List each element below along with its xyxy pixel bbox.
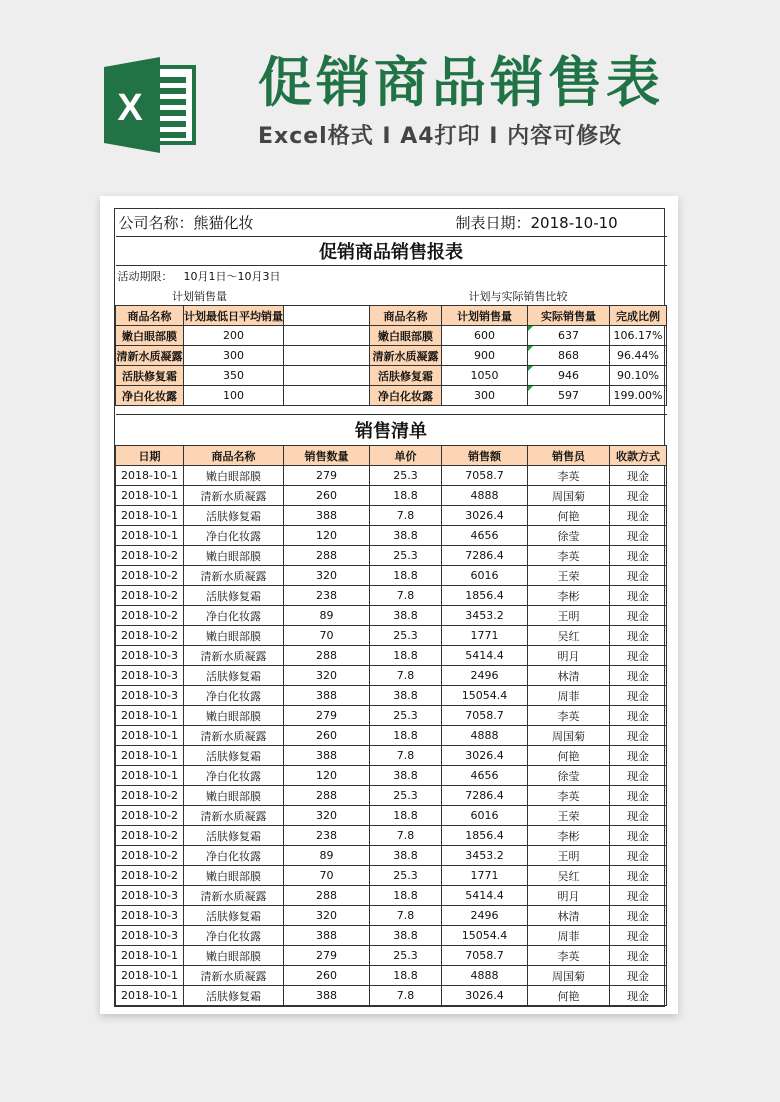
cell-payment[interactable]: 现金 bbox=[610, 886, 667, 906]
cell-unit-price[interactable]: 18.8 bbox=[370, 726, 442, 746]
cell-quantity[interactable]: 288 bbox=[284, 646, 370, 666]
cell-quantity[interactable]: 320 bbox=[284, 906, 370, 926]
col-salesperson: 销售员 bbox=[528, 446, 610, 466]
report-sheet bbox=[114, 208, 665, 1007]
col-amount: 销售额 bbox=[442, 446, 528, 466]
plan-product-name[interactable]: 活肤修复霜 bbox=[116, 366, 184, 386]
cell-date[interactable]: 2018-10-2 bbox=[116, 566, 184, 586]
cell-amount[interactable]: 5414.4 bbox=[442, 886, 528, 906]
cell-salesperson[interactable]: 李英 bbox=[528, 786, 610, 806]
cell-product[interactable]: 活肤修复霜 bbox=[184, 586, 284, 606]
cell-unit-price[interactable]: 38.8 bbox=[370, 606, 442, 626]
plan-product-name[interactable]: 净白化妆露 bbox=[116, 386, 184, 406]
cell-payment[interactable]: 现金 bbox=[610, 946, 667, 966]
cell-product[interactable]: 清新水质凝露 bbox=[184, 486, 284, 506]
cell-unit-price[interactable]: 25.3 bbox=[370, 786, 442, 806]
table-row bbox=[116, 726, 667, 746]
cell-quantity[interactable]: 279 bbox=[284, 706, 370, 726]
cell-amount[interactable]: 5414.4 bbox=[442, 646, 528, 666]
cell-amount[interactable]: 3453.2 bbox=[442, 846, 528, 866]
cell-unit-price[interactable]: 7.8 bbox=[370, 666, 442, 686]
cell-product[interactable]: 嫩白眼部膜 bbox=[184, 866, 284, 886]
table-row bbox=[116, 906, 667, 926]
cell-payment[interactable]: 现金 bbox=[610, 766, 667, 786]
cell-quantity[interactable]: 288 bbox=[284, 886, 370, 906]
col-quantity: 销售数量 bbox=[284, 446, 370, 466]
cell-date[interactable]: 2018-10-1 bbox=[116, 706, 184, 726]
cell-salesperson[interactable]: 周菲 bbox=[528, 926, 610, 946]
compare-product-name[interactable]: 清新水质凝露 bbox=[370, 346, 442, 366]
cell-product[interactable]: 清新水质凝露 bbox=[184, 966, 284, 986]
table-row bbox=[116, 626, 667, 646]
cell-product[interactable]: 嫩白眼部膜 bbox=[184, 706, 284, 726]
cell-date[interactable]: 2018-10-2 bbox=[116, 806, 184, 826]
cell-payment[interactable]: 现金 bbox=[610, 486, 667, 506]
table-row bbox=[116, 826, 667, 846]
cell-payment[interactable]: 现金 bbox=[610, 926, 667, 946]
cell-date[interactable]: 2018-10-1 bbox=[116, 746, 184, 766]
compare-ratio[interactable]: 106.17% bbox=[610, 326, 667, 346]
cell-quantity[interactable]: 279 bbox=[284, 946, 370, 966]
cell-quantity[interactable]: 388 bbox=[284, 986, 370, 1006]
table-row bbox=[116, 586, 667, 606]
cell-date[interactable]: 2018-10-1 bbox=[116, 966, 184, 986]
plan-min-avg[interactable]: 350 bbox=[184, 366, 284, 386]
cell-date[interactable]: 2018-10-2 bbox=[116, 786, 184, 806]
plan-table-title: 计划销售量 bbox=[172, 289, 227, 303]
cell-amount[interactable]: 7058.7 bbox=[442, 706, 528, 726]
cell-salesperson[interactable]: 王荣 bbox=[528, 566, 610, 586]
summary-row bbox=[116, 366, 667, 386]
cell-quantity[interactable]: 288 bbox=[284, 546, 370, 566]
table-row bbox=[116, 566, 667, 586]
table-row bbox=[116, 766, 667, 786]
col-payment: 收款方式 bbox=[610, 446, 667, 466]
cell-quantity[interactable]: 260 bbox=[284, 486, 370, 506]
cell-product[interactable]: 净白化妆露 bbox=[184, 526, 284, 546]
cell-date[interactable]: 2018-10-2 bbox=[116, 866, 184, 886]
table-row bbox=[116, 466, 667, 486]
plan-product-name[interactable]: 嫩白眼部膜 bbox=[116, 326, 184, 346]
period-label: 活动期限： bbox=[117, 270, 173, 283]
cell-date[interactable]: 2018-10-3 bbox=[116, 926, 184, 946]
cell-quantity[interactable]: 320 bbox=[284, 666, 370, 686]
excel-icon bbox=[100, 55, 200, 155]
cell-salesperson[interactable]: 李彬 bbox=[528, 826, 610, 846]
sales-list-body bbox=[116, 466, 667, 1006]
cell-salesperson[interactable]: 林清 bbox=[528, 906, 610, 926]
cell-amount[interactable]: 2496 bbox=[442, 666, 528, 686]
cell-unit-price[interactable]: 18.8 bbox=[370, 806, 442, 826]
cell-unit-price[interactable]: 18.8 bbox=[370, 886, 442, 906]
cell-payment[interactable]: 现金 bbox=[610, 826, 667, 846]
cell-salesperson[interactable]: 何艳 bbox=[528, 506, 610, 526]
cell-amount[interactable]: 4656 bbox=[442, 526, 528, 546]
compare-plan[interactable]: 300 bbox=[442, 386, 528, 406]
cell-date[interactable]: 2018-10-1 bbox=[116, 526, 184, 546]
cell-unit-price[interactable]: 18.8 bbox=[370, 646, 442, 666]
cell-amount[interactable]: 7058.7 bbox=[442, 466, 528, 486]
cell-date[interactable]: 2018-10-3 bbox=[116, 906, 184, 926]
cell-salesperson[interactable]: 王明 bbox=[528, 606, 610, 626]
cell-amount[interactable]: 1771 bbox=[442, 866, 528, 886]
company-name: 公司名称：熊猫化妆 bbox=[116, 209, 442, 237]
cell-quantity[interactable]: 388 bbox=[284, 506, 370, 526]
cell-product[interactable]: 清新水质凝露 bbox=[184, 726, 284, 746]
cell-quantity[interactable]: 288 bbox=[284, 786, 370, 806]
cell-product[interactable]: 嫩白眼部膜 bbox=[184, 626, 284, 646]
summary-row bbox=[116, 346, 667, 366]
cell-quantity[interactable]: 260 bbox=[284, 726, 370, 746]
svg-text:X: X bbox=[117, 87, 143, 129]
col-date: 日期 bbox=[116, 446, 184, 466]
banner-title: 促销商品销售表 bbox=[258, 51, 664, 114]
cell-salesperson[interactable]: 李彬 bbox=[528, 586, 610, 606]
cell-amount[interactable]: 2496 bbox=[442, 906, 528, 926]
compare-plan[interactable]: 600 bbox=[442, 326, 528, 346]
cell-product[interactable]: 嫩白眼部膜 bbox=[184, 546, 284, 566]
cell-date[interactable]: 2018-10-2 bbox=[116, 546, 184, 566]
cell-product[interactable]: 清新水质凝露 bbox=[184, 566, 284, 586]
cell-date[interactable]: 2018-10-3 bbox=[116, 646, 184, 666]
cell-amount[interactable]: 3026.4 bbox=[442, 986, 528, 1006]
compare-col-plan: 计划销售量 bbox=[442, 306, 528, 326]
cell-payment[interactable]: 现金 bbox=[610, 666, 667, 686]
cell-unit-price[interactable]: 38.8 bbox=[370, 926, 442, 946]
cell-salesperson[interactable]: 王荣 bbox=[528, 806, 610, 826]
summary-row bbox=[116, 386, 667, 406]
plan-min-avg[interactable]: 300 bbox=[184, 346, 284, 366]
cell-unit-price[interactable]: 18.8 bbox=[370, 566, 442, 586]
cell-amount[interactable]: 3453.2 bbox=[442, 606, 528, 626]
cell-unit-price[interactable]: 25.3 bbox=[370, 546, 442, 566]
compare-plan[interactable]: 1050 bbox=[442, 366, 528, 386]
cell-amount[interactable]: 7286.4 bbox=[442, 546, 528, 566]
cell-payment[interactable]: 现金 bbox=[610, 806, 667, 826]
cell-payment[interactable]: 现金 bbox=[610, 746, 667, 766]
table-row bbox=[116, 606, 667, 626]
cell-payment[interactable]: 现金 bbox=[610, 726, 667, 746]
cell-salesperson[interactable]: 明月 bbox=[528, 886, 610, 906]
compare-ratio[interactable]: 96.44% bbox=[610, 346, 667, 366]
compare-product-name[interactable]: 净白化妆露 bbox=[370, 386, 442, 406]
col-product: 商品名称 bbox=[184, 446, 284, 466]
cell-date[interactable]: 2018-10-3 bbox=[116, 666, 184, 686]
cell-product[interactable]: 活肤修复霜 bbox=[184, 666, 284, 686]
table-row bbox=[116, 746, 667, 766]
cell-date[interactable]: 2018-10-3 bbox=[116, 886, 184, 906]
cell-date[interactable]: 2018-10-2 bbox=[116, 586, 184, 606]
cell-quantity[interactable]: 388 bbox=[284, 926, 370, 946]
cell-payment[interactable]: 现金 bbox=[610, 706, 667, 726]
cell-payment[interactable]: 现金 bbox=[610, 646, 667, 666]
table-row bbox=[116, 926, 667, 946]
cell-amount[interactable]: 1856.4 bbox=[442, 586, 528, 606]
compare-col-ratio: 完成比例 bbox=[610, 306, 667, 326]
cell-date[interactable]: 2018-10-2 bbox=[116, 826, 184, 846]
cell-amount[interactable]: 1856.4 bbox=[442, 826, 528, 846]
cell-quantity[interactable]: 320 bbox=[284, 806, 370, 826]
cell-salesperson[interactable]: 李英 bbox=[528, 706, 610, 726]
table-row bbox=[116, 546, 667, 566]
cell-unit-price[interactable]: 7.8 bbox=[370, 586, 442, 606]
cell-quantity[interactable]: 70 bbox=[284, 626, 370, 646]
cell-date[interactable]: 2018-10-1 bbox=[116, 946, 184, 966]
summary-header-row bbox=[116, 306, 667, 326]
cell-salesperson[interactable]: 周国菊 bbox=[528, 966, 610, 986]
cell-salesperson[interactable]: 李英 bbox=[528, 466, 610, 486]
cell-product[interactable]: 活肤修复霜 bbox=[184, 826, 284, 846]
cell-unit-price[interactable]: 25.3 bbox=[370, 466, 442, 486]
compare-actual[interactable]: 637 bbox=[528, 326, 610, 346]
cell-quantity[interactable]: 238 bbox=[284, 826, 370, 846]
cell-salesperson[interactable]: 李英 bbox=[528, 946, 610, 966]
compare-product-name[interactable]: 嫩白眼部膜 bbox=[370, 326, 442, 346]
cell-unit-price[interactable]: 25.3 bbox=[370, 706, 442, 726]
compare-ratio[interactable]: 90.10% bbox=[610, 366, 667, 386]
cell-payment[interactable]: 现金 bbox=[610, 526, 667, 546]
cell-quantity[interactable]: 120 bbox=[284, 526, 370, 546]
cell-salesperson[interactable]: 吴红 bbox=[528, 866, 610, 886]
cell-unit-price[interactable]: 18.8 bbox=[370, 486, 442, 506]
table-row bbox=[116, 486, 667, 506]
cell-quantity[interactable]: 238 bbox=[284, 586, 370, 606]
cell-date[interactable]: 2018-10-1 bbox=[116, 506, 184, 526]
compare-actual[interactable]: 597 bbox=[528, 386, 610, 406]
cell-date[interactable]: 2018-10-2 bbox=[116, 846, 184, 866]
cell-amount[interactable]: 4888 bbox=[442, 966, 528, 986]
table-row bbox=[116, 806, 667, 826]
compare-product-name[interactable]: 活肤修复霜 bbox=[370, 366, 442, 386]
cell-quantity[interactable]: 320 bbox=[284, 566, 370, 586]
cell-payment[interactable]: 现金 bbox=[610, 606, 667, 626]
period-value: 10月1日～10月3日 bbox=[183, 270, 281, 283]
table-row bbox=[116, 946, 667, 966]
compare-col-name: 商品名称 bbox=[370, 306, 442, 326]
cell-payment[interactable]: 现金 bbox=[610, 986, 667, 1006]
cell-amount[interactable]: 15054.4 bbox=[442, 686, 528, 706]
cell-payment[interactable]: 现金 bbox=[610, 566, 667, 586]
plan-col-name: 商品名称 bbox=[116, 306, 184, 326]
cell-date[interactable]: 2018-10-2 bbox=[116, 626, 184, 646]
cell-payment[interactable]: 现金 bbox=[610, 466, 667, 486]
cell-quantity[interactable]: 120 bbox=[284, 766, 370, 786]
cell-product[interactable]: 清新水质凝露 bbox=[184, 646, 284, 666]
cell-product[interactable]: 净白化妆露 bbox=[184, 606, 284, 626]
table-row bbox=[116, 986, 667, 1006]
table-row bbox=[116, 966, 667, 986]
cell-salesperson[interactable]: 李英 bbox=[528, 546, 610, 566]
cell-unit-price[interactable]: 25.3 bbox=[370, 626, 442, 646]
cell-product[interactable]: 清新水质凝露 bbox=[184, 886, 284, 906]
table-row bbox=[116, 666, 667, 686]
cell-unit-price[interactable]: 7.8 bbox=[370, 746, 442, 766]
table-row bbox=[116, 786, 667, 806]
cell-salesperson[interactable]: 林清 bbox=[528, 666, 610, 686]
cell-unit-price[interactable]: 18.8 bbox=[370, 966, 442, 986]
cell-amount[interactable]: 4656 bbox=[442, 766, 528, 786]
table-row bbox=[116, 646, 667, 666]
sales-list-header bbox=[116, 446, 667, 466]
cell-quantity[interactable]: 279 bbox=[284, 466, 370, 486]
cell-salesperson[interactable]: 徐莹 bbox=[528, 526, 610, 546]
cell-unit-price[interactable]: 7.8 bbox=[370, 826, 442, 846]
cell-unit-price[interactable]: 7.8 bbox=[370, 906, 442, 926]
cell-salesperson[interactable]: 徐莹 bbox=[528, 766, 610, 786]
report-title: 促销商品销售报表 bbox=[116, 237, 667, 266]
cell-quantity[interactable]: 89 bbox=[284, 846, 370, 866]
plan-min-avg[interactable]: 200 bbox=[184, 326, 284, 346]
cell-amount[interactable]: 7286.4 bbox=[442, 786, 528, 806]
table-row bbox=[116, 526, 667, 546]
cell-unit-price[interactable]: 7.8 bbox=[370, 506, 442, 526]
table-row bbox=[116, 886, 667, 906]
compare-table-title: 计划与实际销售比较 bbox=[468, 289, 568, 303]
cell-unit-price[interactable]: 25.3 bbox=[370, 866, 442, 886]
cell-quantity[interactable]: 260 bbox=[284, 966, 370, 986]
cell-amount[interactable]: 15054.4 bbox=[442, 926, 528, 946]
cell-product[interactable]: 嫩白眼部膜 bbox=[184, 466, 284, 486]
cell-payment[interactable]: 现金 bbox=[610, 586, 667, 606]
cell-amount[interactable]: 3026.4 bbox=[442, 506, 528, 526]
cell-quantity[interactable]: 89 bbox=[284, 606, 370, 626]
cell-amount[interactable]: 6016 bbox=[442, 566, 528, 586]
compare-col-actual: 实际销售量 bbox=[528, 306, 610, 326]
cell-amount[interactable]: 3026.4 bbox=[442, 746, 528, 766]
cell-unit-price[interactable]: 7.8 bbox=[370, 986, 442, 1006]
banner-subtitle: Excel格式 I A4打印 I 内容可修改 bbox=[258, 124, 623, 149]
promo-banner bbox=[0, 0, 780, 190]
plan-col-min-avg: 计划最低日平均销量 bbox=[184, 306, 284, 326]
sales-list-title: 销售清单 bbox=[116, 415, 667, 446]
cell-unit-price[interactable]: 25.3 bbox=[370, 946, 442, 966]
cell-salesperson[interactable]: 周国菊 bbox=[528, 486, 610, 506]
cell-payment[interactable]: 现金 bbox=[610, 506, 667, 526]
cell-product[interactable]: 净白化妆露 bbox=[184, 766, 284, 786]
spreadsheet-page bbox=[100, 196, 678, 1014]
cell-payment[interactable]: 现金 bbox=[610, 686, 667, 706]
cell-product[interactable]: 清新水质凝露 bbox=[184, 806, 284, 826]
cell-quantity[interactable]: 70 bbox=[284, 866, 370, 886]
cell-quantity[interactable]: 388 bbox=[284, 686, 370, 706]
table-row bbox=[116, 686, 667, 706]
cell-payment[interactable]: 现金 bbox=[610, 786, 667, 806]
cell-product[interactable]: 活肤修复霜 bbox=[184, 986, 284, 1006]
cell-payment[interactable]: 现金 bbox=[610, 866, 667, 886]
cell-date[interactable]: 2018-10-3 bbox=[116, 686, 184, 706]
cell-date[interactable]: 2018-10-1 bbox=[116, 486, 184, 506]
cell-payment[interactable]: 现金 bbox=[610, 546, 667, 566]
cell-product[interactable]: 嫩白眼部膜 bbox=[184, 946, 284, 966]
cell-product[interactable]: 净白化妆露 bbox=[184, 926, 284, 946]
compare-actual[interactable]: 946 bbox=[528, 366, 610, 386]
report-date: 制表日期：2018-10-10 bbox=[442, 209, 667, 237]
cell-unit-price[interactable]: 38.8 bbox=[370, 526, 442, 546]
cell-date[interactable]: 2018-10-1 bbox=[116, 986, 184, 1006]
cell-date[interactable]: 2018-10-1 bbox=[116, 766, 184, 786]
cell-salesperson[interactable]: 何艳 bbox=[528, 986, 610, 1006]
table-row bbox=[116, 706, 667, 726]
cell-quantity[interactable]: 388 bbox=[284, 746, 370, 766]
cell-payment[interactable]: 现金 bbox=[610, 626, 667, 646]
cell-amount[interactable]: 4888 bbox=[442, 486, 528, 506]
cell-amount[interactable]: 1771 bbox=[442, 626, 528, 646]
cell-salesperson[interactable]: 王明 bbox=[528, 846, 610, 866]
compare-plan[interactable]: 900 bbox=[442, 346, 528, 366]
cell-salesperson[interactable]: 何艳 bbox=[528, 746, 610, 766]
cell-date[interactable]: 2018-10-1 bbox=[116, 726, 184, 746]
plan-product-name[interactable]: 清新水质凝露 bbox=[116, 346, 184, 366]
summary-row bbox=[116, 326, 667, 346]
compare-actual[interactable]: 868 bbox=[528, 346, 610, 366]
cell-salesperson[interactable]: 周菲 bbox=[528, 686, 610, 706]
cell-unit-price[interactable]: 38.8 bbox=[370, 686, 442, 706]
cell-amount[interactable]: 6016 bbox=[442, 806, 528, 826]
cell-payment[interactable]: 现金 bbox=[610, 966, 667, 986]
plan-min-avg[interactable]: 100 bbox=[184, 386, 284, 406]
cell-amount[interactable]: 7058.7 bbox=[442, 946, 528, 966]
col-unit-price: 单价 bbox=[370, 446, 442, 466]
cell-product[interactable]: 活肤修复霜 bbox=[184, 906, 284, 926]
cell-payment[interactable]: 现金 bbox=[610, 906, 667, 926]
report-table bbox=[115, 209, 667, 1006]
cell-product[interactable]: 活肤修复霜 bbox=[184, 506, 284, 526]
cell-product[interactable]: 净白化妆露 bbox=[184, 686, 284, 706]
table-row bbox=[116, 866, 667, 886]
cell-payment[interactable]: 现金 bbox=[610, 846, 667, 866]
cell-amount[interactable]: 4888 bbox=[442, 726, 528, 746]
compare-ratio[interactable]: 199.00% bbox=[610, 386, 667, 406]
cell-salesperson[interactable]: 周国菊 bbox=[528, 726, 610, 746]
cell-salesperson[interactable]: 吴红 bbox=[528, 626, 610, 646]
cell-product[interactable]: 嫩白眼部膜 bbox=[184, 786, 284, 806]
cell-salesperson[interactable]: 明月 bbox=[528, 646, 610, 666]
table-row bbox=[116, 846, 667, 866]
cell-unit-price[interactable]: 38.8 bbox=[370, 766, 442, 786]
cell-date[interactable]: 2018-10-2 bbox=[116, 606, 184, 626]
cell-unit-price[interactable]: 38.8 bbox=[370, 846, 442, 866]
cell-date[interactable]: 2018-10-1 bbox=[116, 466, 184, 486]
cell-product[interactable]: 活肤修复霜 bbox=[184, 746, 284, 766]
table-row bbox=[116, 506, 667, 526]
cell-product[interactable]: 净白化妆露 bbox=[184, 846, 284, 866]
